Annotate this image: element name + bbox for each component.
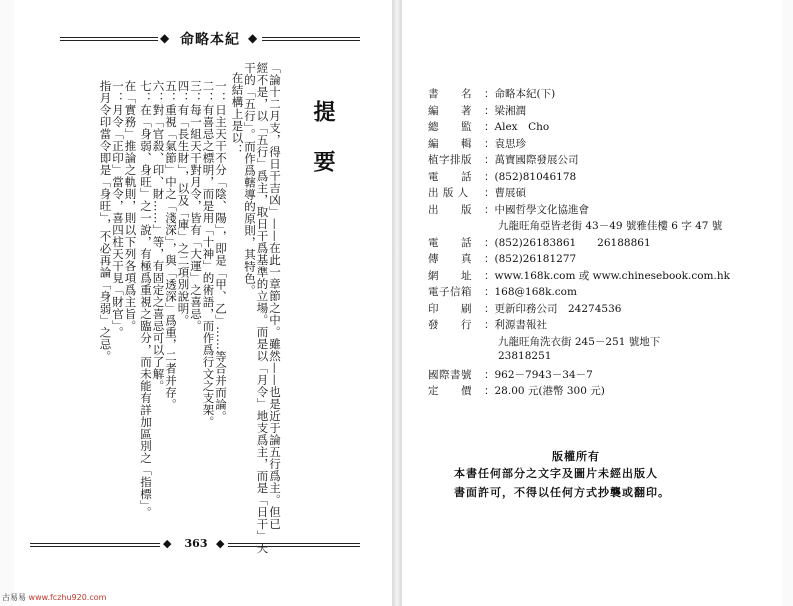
info-value: ：168@168k.com	[484, 286, 577, 298]
info-row	[428, 152, 768, 169]
diamond-ornament-icon: ◆	[216, 537, 225, 550]
info-label: 編 著	[428, 104, 472, 117]
info-row	[428, 86, 768, 103]
info-value: ：中國哲學文化協進會	[484, 203, 589, 216]
rights-text-line-2: 書面許可，不得以任何方式抄襲或翻印。	[454, 486, 670, 499]
text-column: 六：對「官殺、印、財……」等，有固定之喜忌可以了解。	[151, 80, 166, 392]
text-column: 指月令印當令即是「身旺」，不必再論「身弱」之忌。	[98, 80, 113, 363]
info-value: ：962－7943－34－7	[484, 368, 593, 381]
info-label: 國際書號	[428, 368, 472, 381]
info-value: ：萬寶國際發展公司	[484, 154, 579, 166]
text-column: 三：每一組天干對月令，皆有「大運」之喜忌。	[189, 80, 203, 332]
info-value: ：袁思珍	[484, 137, 526, 150]
info-label: 總 監	[428, 121, 472, 133]
info-label: 電 話	[428, 236, 472, 249]
info-row	[428, 317, 768, 334]
text-column: 在「實務」推論之軌則，則以下列各項爲主旨。	[123, 80, 138, 332]
text-column: 二：有喜忌之標明，而是用「十神」的術語，而作爲行文之支架。	[201, 80, 216, 428]
info-value: ：28.00 元(港幣 300 元)	[484, 385, 605, 397]
info-label: 發 行	[428, 319, 472, 331]
info-row	[428, 367, 768, 384]
info-value: ：(852)26183861 26188861	[484, 236, 651, 249]
info-value: 23818251	[498, 350, 552, 362]
info-label: 植字排版	[428, 154, 472, 166]
info-row	[428, 383, 768, 400]
info-label: 編 輯	[428, 137, 472, 150]
info-row	[428, 119, 768, 136]
rights-title: 版權所有	[552, 450, 600, 463]
info-label: 網 址	[428, 269, 472, 282]
info-row	[428, 284, 768, 301]
info-value: ：命略本紀(下)	[484, 88, 556, 100]
watermark	[2, 592, 106, 603]
info-row	[428, 235, 768, 252]
info-value: ：www.168k.com 或 www.chinesebook.com.hk	[484, 269, 730, 282]
diamond-ornament-icon: ◆	[248, 31, 258, 45]
info-value: ：Alex Cho	[484, 121, 550, 133]
footer-rule-right	[228, 543, 360, 547]
info-row	[428, 334, 768, 351]
info-label: 傳 真	[428, 253, 472, 265]
text-column: 一：日主天干不分「陰、陽」，即是「甲、乙」……等合并而論。	[214, 80, 228, 423]
footer-rule-left	[30, 543, 160, 547]
copyright-page	[402, 0, 782, 606]
info-value: ：梁湘潤	[484, 104, 526, 117]
info-label: 印 刷	[428, 302, 472, 315]
info-row	[428, 251, 768, 268]
info-row	[428, 268, 768, 285]
text-column: 在結構上是以：	[230, 72, 245, 156]
info-label: 出 版 人	[428, 187, 469, 199]
text-column: 四：有「長生財」，以及「庫」之二項別說明。	[176, 80, 191, 327]
info-row	[428, 202, 768, 219]
diamond-ornament-icon: ◆	[160, 31, 170, 45]
watermark-url: www.fczhu920.com	[28, 593, 107, 602]
info-row	[428, 301, 768, 318]
text-column: 一：月令「正印」當令，喜四柱天干見「財官」。	[111, 80, 125, 339]
info-row	[428, 136, 768, 153]
text-column: 七：在「身弱、身旺」之一說，有極爲重視之臨分，而未能有詳加區別之「指標」。	[139, 80, 153, 519]
text-column: 「論十二月支，得日干吉凶」——在此一章節之中。雖然——也是近于論五行爲主。但已	[268, 62, 282, 530]
info-label: 電子信箱	[428, 286, 472, 298]
section-heading: 提要	[310, 100, 336, 200]
info-value: ：利源書報社	[484, 319, 547, 331]
info-label: 電 話	[428, 170, 472, 183]
info-label: 出 版	[428, 203, 472, 216]
publication-info	[428, 86, 768, 400]
page-footer	[30, 537, 360, 553]
text-column: 干的「五行」。而作爲轄導的原則，其特色。	[243, 62, 257, 297]
rights-text-line-1: 本書任何部分之文字及圖片未經出版人	[454, 467, 658, 480]
running-header	[60, 28, 360, 48]
info-value: ：曹展碩	[484, 187, 526, 199]
info-row	[428, 185, 768, 202]
info-row	[428, 169, 768, 186]
header-rule-right	[262, 37, 360, 41]
book-gutter	[392, 0, 402, 606]
info-value: ：(852)26181277	[484, 253, 577, 265]
page-number: 363	[184, 537, 208, 550]
info-value: 九龍旺角洗衣街 245－251 號地下	[498, 335, 661, 348]
header-rule-left	[60, 37, 158, 41]
text-column: 經不是，以「五行」爲主，取日干爲基準的立場。而是以「月令」地支爲主，而是「日干」天	[255, 62, 270, 554]
info-row	[428, 350, 768, 367]
diamond-ornament-icon: ◆	[163, 537, 172, 550]
info-row	[428, 103, 768, 120]
info-value: ：更新印務公司 24274536	[484, 302, 622, 315]
header-title: 命略本紀	[180, 32, 240, 48]
info-label: 書 名	[428, 88, 472, 100]
info-value: ：(852)81046178	[484, 170, 577, 183]
watermark-site: 古易易	[2, 593, 26, 602]
info-label: 定 價	[428, 385, 472, 397]
info-value: 九龍旺角亞皆老街 43－49 號雅佳樓 6 字 47 號	[498, 220, 723, 232]
text-column: 五：重視「氣節」中之「淺深」，與「透深」爲重，二者并存。	[164, 80, 178, 411]
info-row	[428, 218, 768, 235]
